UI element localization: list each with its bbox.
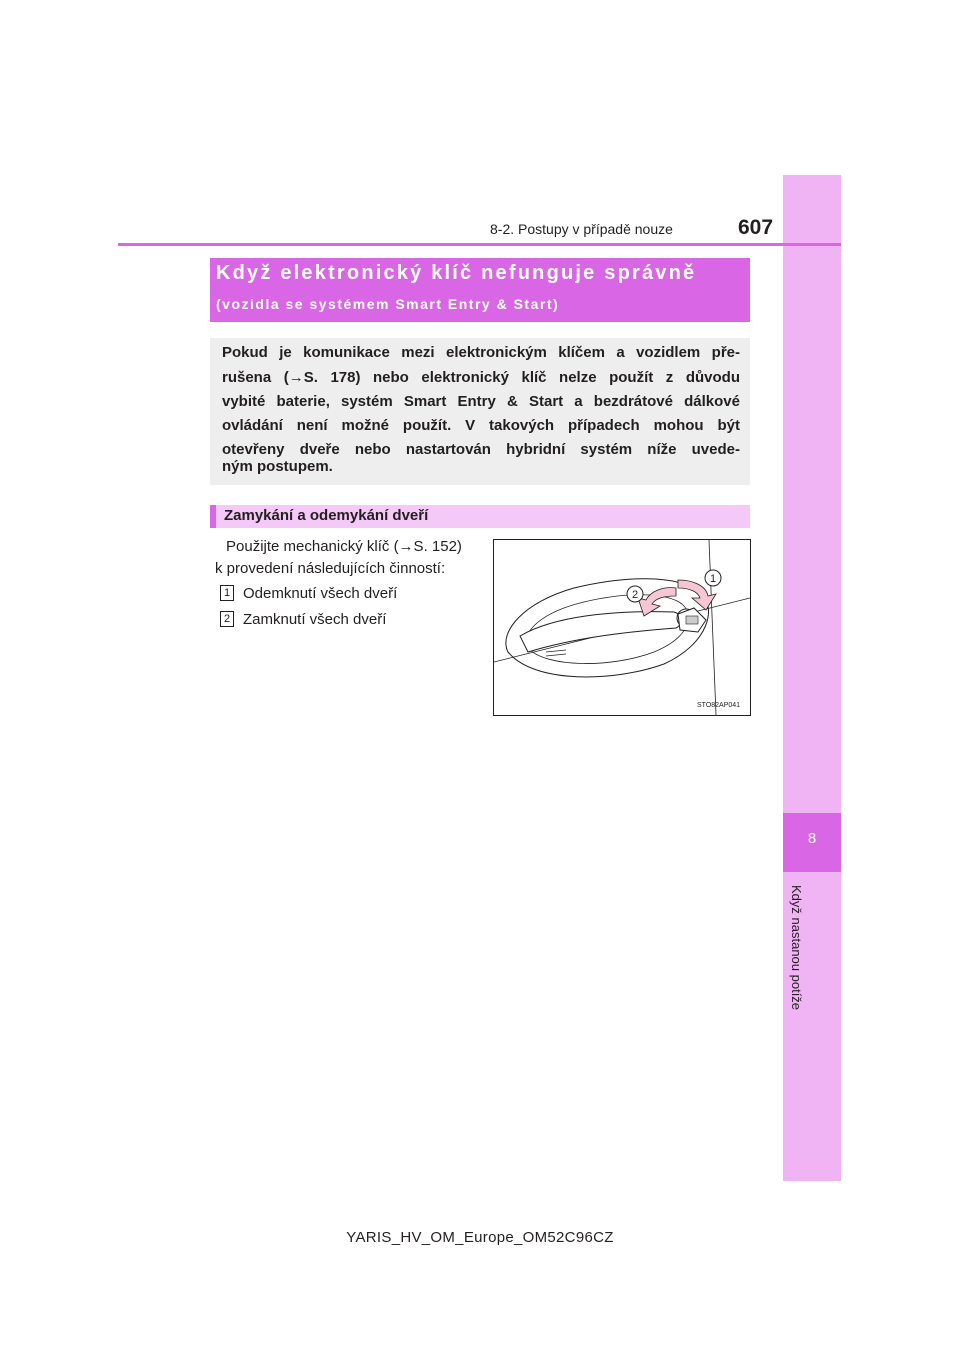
footer-document-id: YARIS_HV_OM_Europe_OM52C96CZ — [346, 1229, 614, 1246]
page-title: Když elektronický klíč nefunguje správně — [216, 262, 697, 284]
side-chapter-number: 8 — [807, 830, 817, 847]
body-line: k provedení následujících činností: — [215, 560, 446, 577]
step-text: Odemknutí všech dveří — [243, 585, 398, 602]
side-chapter-title-text: Když nastanou potíže — [789, 885, 804, 1011]
step-number-badge: 2 — [220, 611, 234, 627]
header-section-title: 8-2. Postupy v případě nouze — [490, 221, 673, 237]
header-divider — [118, 243, 841, 246]
body-line: Použijte mechanický klíč (→S. 152) — [226, 538, 462, 555]
intro-line: rušena (→S. 178) nebo elektronický klíč nelze použít z důvodu — [222, 369, 740, 386]
intro-line: ovládání není možné použít. V takových případech mohou být — [222, 417, 740, 434]
step-text: Zamknutí všech dveří — [243, 611, 387, 628]
subheading-accent-bar — [210, 505, 216, 528]
side-chapter-title — [781, 885, 811, 1125]
page-number: 607 — [738, 216, 774, 239]
door-handle-figure — [493, 539, 751, 716]
callout-2-label: 2 — [631, 589, 639, 601]
callout-1-label: 1 — [709, 573, 717, 585]
figure-code: STO82AP041 — [697, 702, 741, 709]
door-handle-illustration — [494, 540, 750, 715]
step-number-badge: 1 — [220, 585, 234, 601]
intro-line: otevřeny dveře nebo nastartován hybridní systém níže uvede- — [222, 441, 740, 458]
page-subtitle: (vozidla se systémem Smart Entry & Start) — [216, 296, 560, 312]
intro-line: Pokud je komunikace mezi elektronickým klíčem a vozidlem pře- — [222, 344, 740, 361]
intro-line: ným postupem. — [222, 458, 333, 475]
intro-line: vybité baterie, systém Smart Entry & Start a bezdrátové dálkové — [222, 393, 740, 410]
door-edge-line — [709, 540, 716, 715]
subheading: Zamykání a odemykání dveří — [224, 507, 429, 524]
